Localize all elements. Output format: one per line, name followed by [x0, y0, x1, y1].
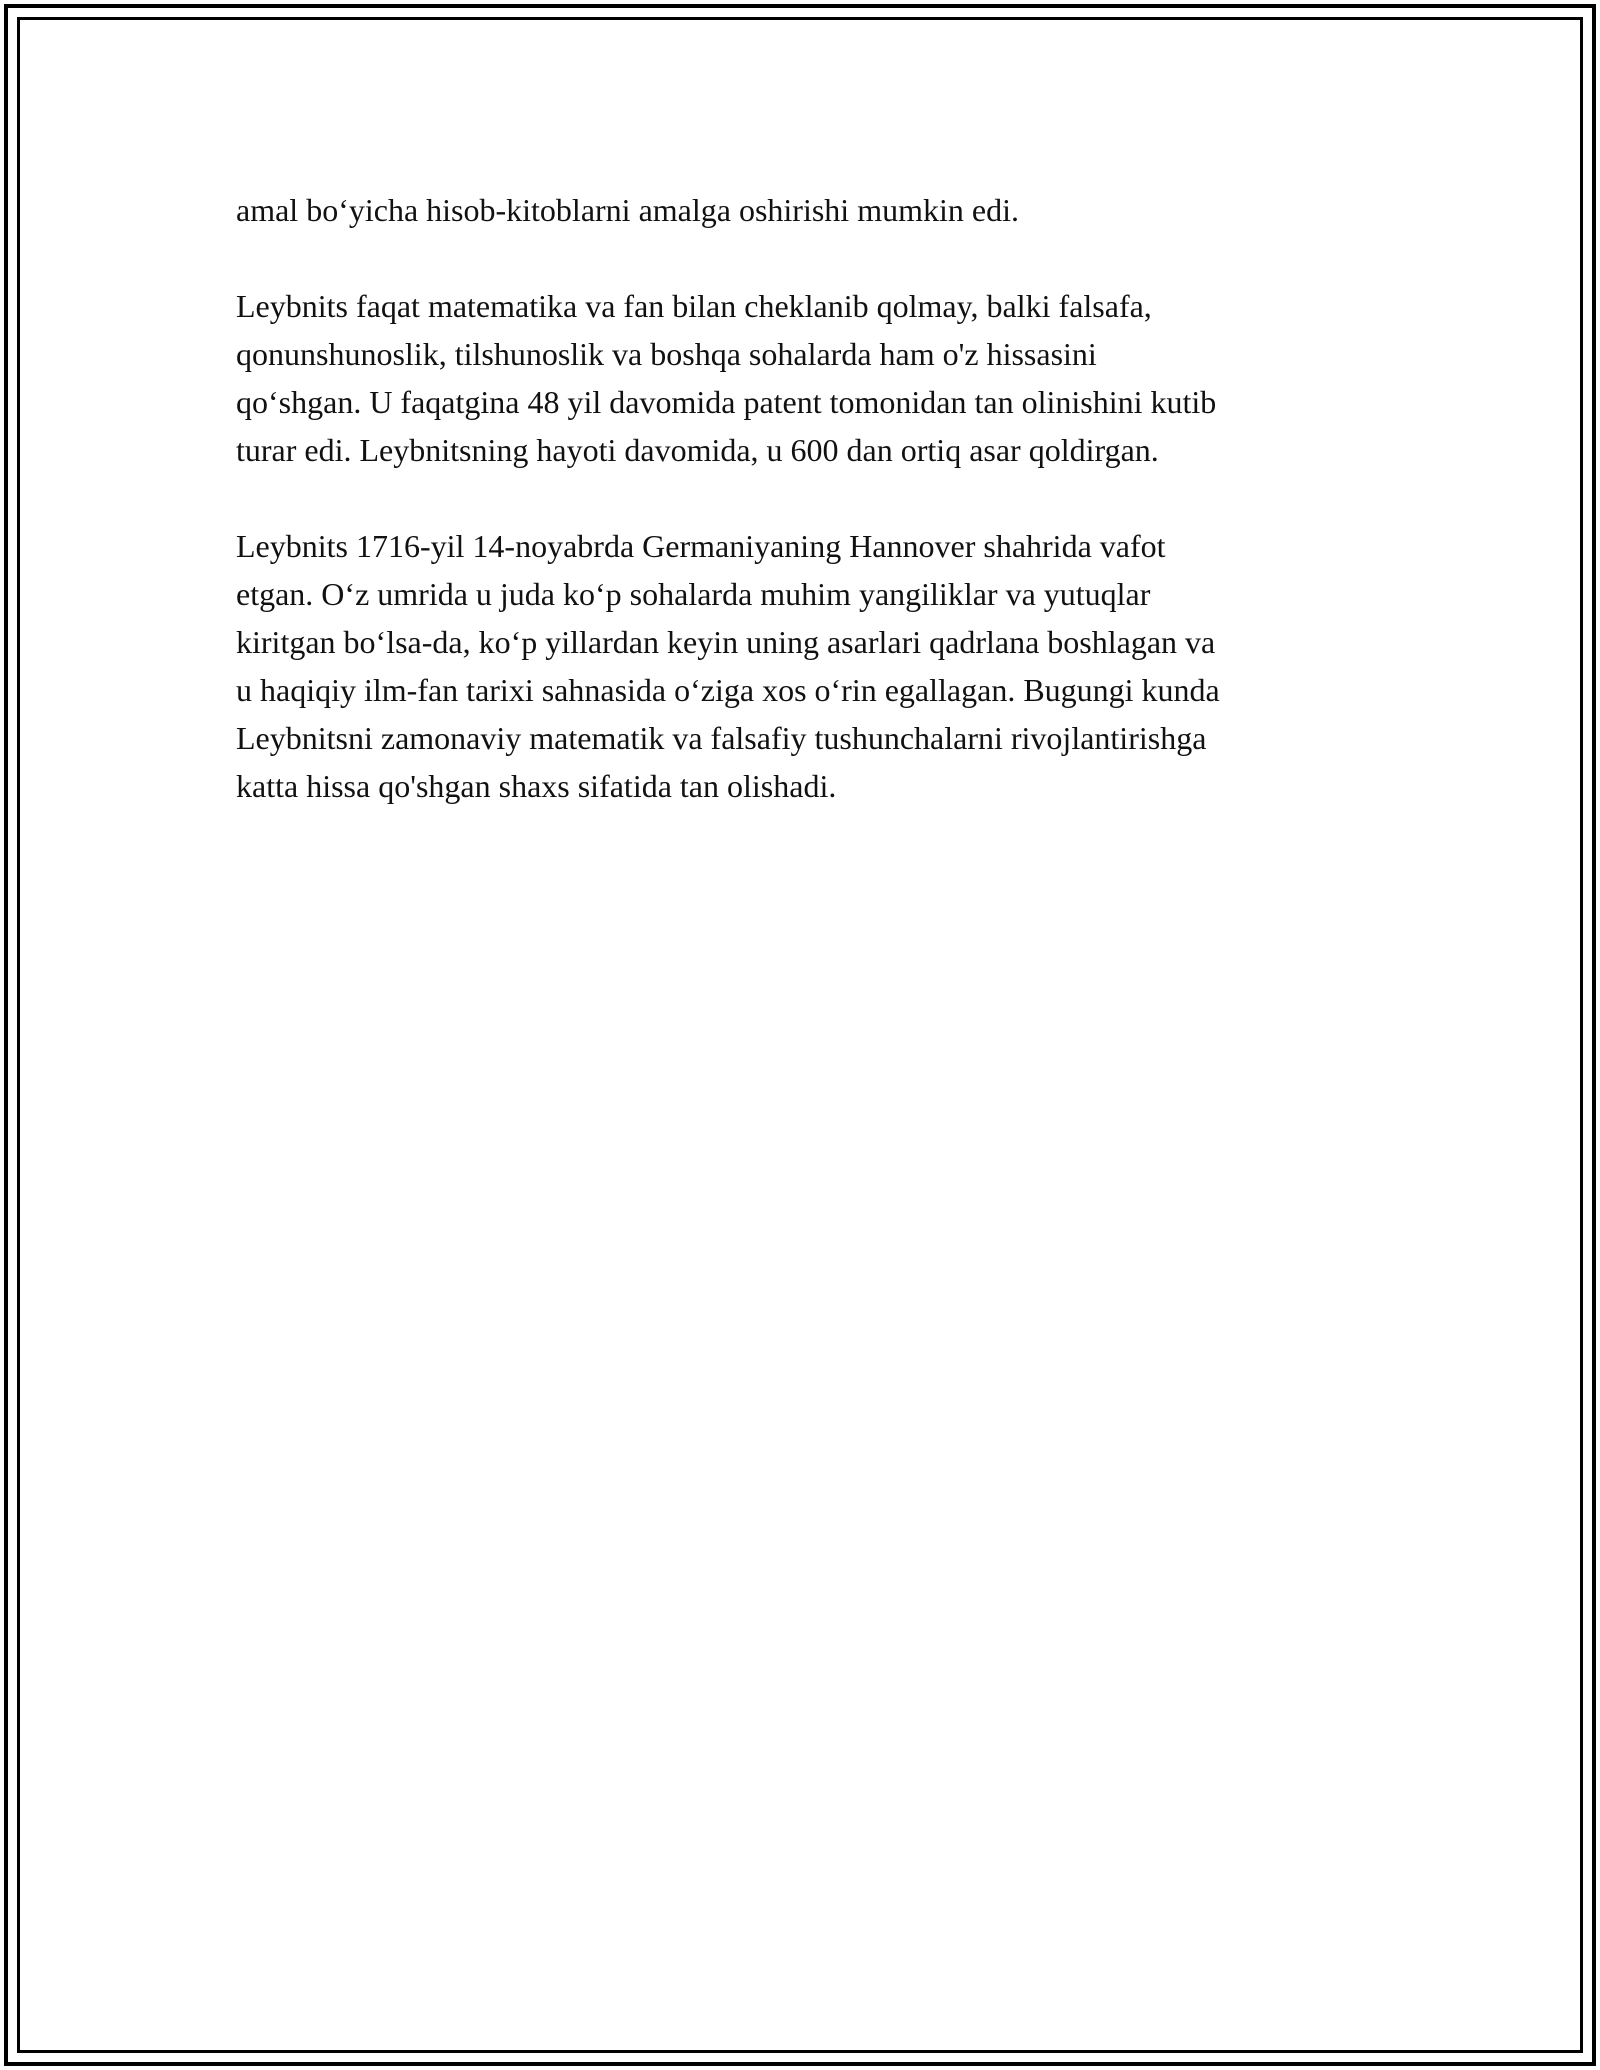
document-body — [236, 186, 1396, 858]
text-line: Leybnitsni zamonaviy matematik va falsafiy tushunchalarni rivojlantirishga — [236, 720, 1207, 756]
text-line: Leybnits faqat matematika va fan bilan cheklanib qolmay, balki falsafa, — [236, 288, 1152, 324]
text-line: u haqiqiy ilm-fan tarixi sahnasida o‘ziga xos o‘rin egallagan. Bugungi kunda — [236, 672, 1220, 708]
paragraph-2 — [236, 282, 1396, 474]
text-line: amal bo‘yicha hisob-kitoblarni amalga oshirishi mumkin edi. — [236, 192, 1019, 228]
text-line: qo‘shgan. U faqatgina 48 yil davomida patent tomonidan tan olinishini kutib — [236, 384, 1217, 420]
text-line: etgan. O‘z umrida u juda ko‘p sohalarda muhim yangiliklar va yutuqlar — [236, 576, 1151, 612]
paragraph-3 — [236, 522, 1396, 810]
text-line: turar edi. Leybnitsning hayoti davomida, u 600 dan ortiq asar qoldirgan. — [236, 432, 1159, 468]
text-line: katta hissa qo'shgan shaxs sifatida tan olishadi. — [236, 768, 837, 804]
text-line: Leybnits 1716-yil 14-noyabrda Germaniyaning Hannover shahrida vafot — [236, 528, 1166, 564]
paragraph-1 — [236, 186, 1396, 234]
text-line: kiritgan bo‘lsa-da, ko‘p yillardan keyin uning asarlari qadrlana boshlagan va — [236, 624, 1216, 660]
text-line: qonunshunoslik, tilshunoslik va boshqa sohalarda ham o'z hissasini — [236, 336, 1097, 372]
